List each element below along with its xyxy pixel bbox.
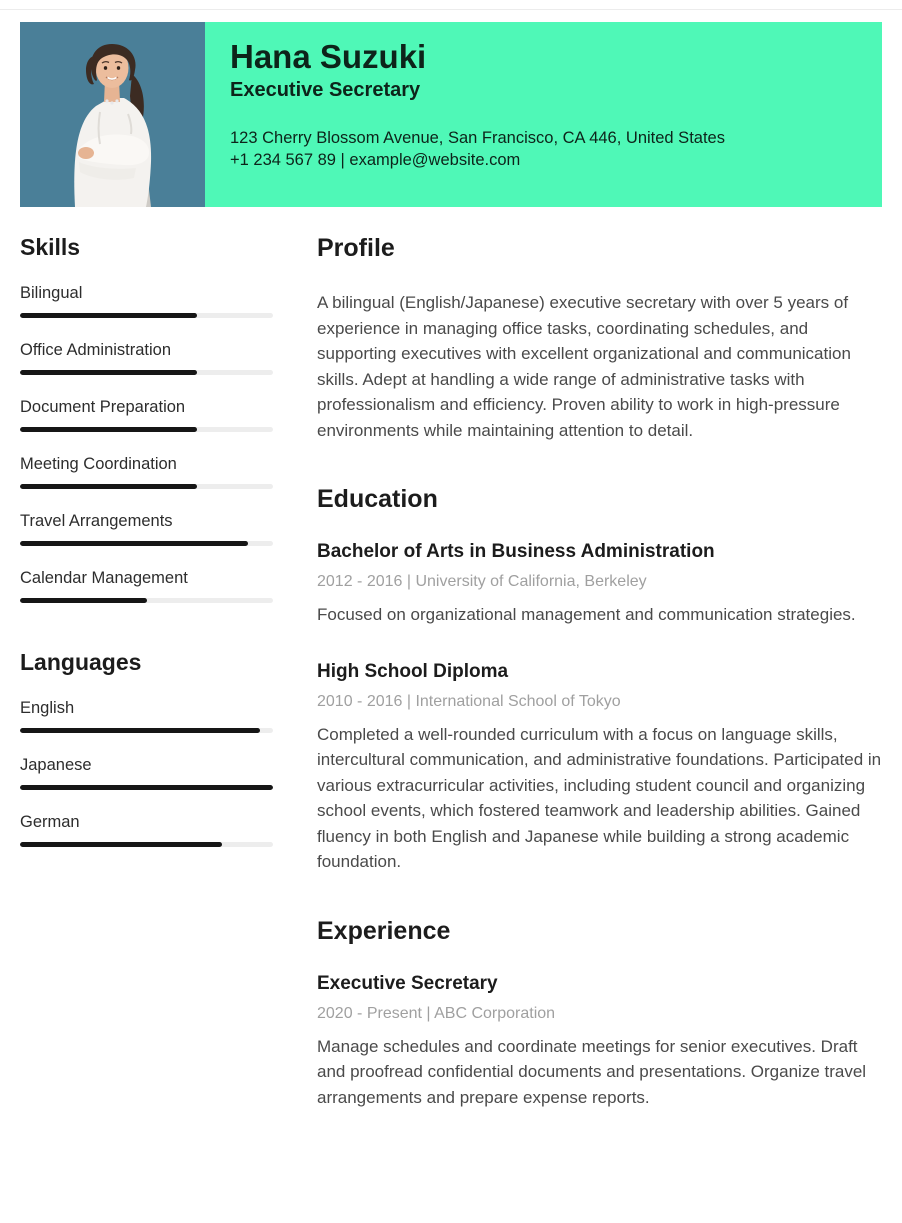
skills-section [20, 234, 273, 603]
language-bar-fill [20, 728, 260, 733]
skill-bar-track [20, 598, 273, 603]
education-entry-meta: 2010 - 2016 | International School of Tokyo [317, 692, 621, 710]
content-columns [20, 234, 882, 1152]
experience-entry-meta: 2020 - Present | ABC Corporation [317, 1004, 556, 1022]
experience-entry [317, 973, 882, 1111]
experience-entry-description: Manage schedules and coordinate meetings for senior executives. Draft and proofread confidential documents and presentations. Organize travel arrangements and prepare expense reports. [317, 1036, 867, 1107]
person-job-title: Executive Secretary [230, 78, 421, 101]
education-entry [317, 661, 882, 875]
education-entry-description: Completed a well-rounded curriculum with a focus on language skills, intercultural communication, and administrative foundations. Participated in various extracurricular activities, including student council and organizing school events, which fostered teamwork and leadership abilities. Gained fluency in both English and Japanese while building a strong academic foundation. [317, 724, 882, 871]
profile-section [317, 234, 882, 443]
language-item [20, 699, 273, 733]
sidebar [20, 234, 273, 1152]
skill-bar-fill [20, 370, 197, 375]
language-bar-track [20, 728, 273, 733]
phone-email-line: +1 234 567 89 | example@website.com [230, 151, 521, 170]
language-item [20, 813, 273, 847]
profile-photo [20, 22, 205, 207]
page-top-divider [0, 9, 902, 10]
skill-item [20, 512, 273, 546]
language-bar-track [20, 785, 273, 790]
resume-header [20, 22, 882, 207]
language-item [20, 756, 273, 790]
skill-bar-fill [20, 541, 248, 546]
skills-heading: Skills [20, 234, 81, 260]
education-entry-title: High School Diploma [317, 660, 509, 682]
skill-bar-track [20, 541, 273, 546]
language-bar-fill [20, 785, 273, 790]
skill-item [20, 569, 273, 603]
skill-item [20, 398, 273, 432]
skill-label: Office Administration [20, 341, 172, 359]
skill-label: Document Preparation [20, 398, 186, 416]
address-line: 123 Cherry Blossom Avenue, San Francisco, CA 446, United States [230, 128, 725, 147]
languages-heading: Languages [20, 649, 142, 675]
skill-bar-track [20, 484, 273, 489]
education-entry-description: Focused on organizational management and communication strategies. [317, 605, 856, 624]
skill-label: Meeting Coordination [20, 455, 177, 473]
education-heading: Education [317, 485, 438, 513]
skill-bar-fill [20, 313, 197, 318]
education-entry-meta: 2012 - 2016 | University of California, Berkeley [317, 573, 647, 590]
skill-label: Travel Arrangements [20, 512, 173, 530]
profile-text: A bilingual (English/Japanese) executive secretary with over 5 years of experience in managing office tasks, coordinating schedules, and supporting executives with excellent organizational and communication skills. Adept at handling a wide range of administrative tasks with professionalism and efficiency. Proven ability to work in high-pressure environments while maintaining attention to detail. [317, 293, 851, 440]
languages-section [20, 649, 273, 847]
education-entry [317, 541, 882, 628]
language-label: English [20, 699, 75, 717]
experience-heading: Experience [317, 916, 451, 945]
skills-list [20, 284, 273, 603]
experience-list [317, 973, 882, 1111]
skill-bar-fill [20, 598, 147, 603]
experience-entry-title: Executive Secretary [317, 972, 498, 994]
languages-list [20, 699, 273, 847]
skill-bar-track [20, 370, 273, 375]
language-label: German [20, 813, 80, 831]
skill-item [20, 341, 273, 375]
skill-item [20, 455, 273, 489]
language-label: Japanese [20, 756, 92, 774]
profile-heading: Profile [317, 234, 395, 262]
header-info-panel [205, 22, 882, 207]
skill-bar-fill [20, 484, 197, 489]
skill-item [20, 284, 273, 318]
skill-bar-fill [20, 427, 197, 432]
education-entry-title: Bachelor of Arts in Business Administration [317, 541, 715, 562]
skill-label: Calendar Management [20, 569, 188, 587]
experience-section [317, 917, 882, 1111]
person-name: Hana Suzuki [230, 38, 427, 75]
language-bar-track [20, 842, 273, 847]
main-column [273, 234, 882, 1152]
language-bar-fill [20, 842, 222, 847]
education-section [317, 485, 882, 875]
skill-label: Bilingual [20, 284, 83, 302]
skill-bar-track [20, 313, 273, 318]
skill-bar-track [20, 427, 273, 432]
education-list [317, 541, 882, 875]
